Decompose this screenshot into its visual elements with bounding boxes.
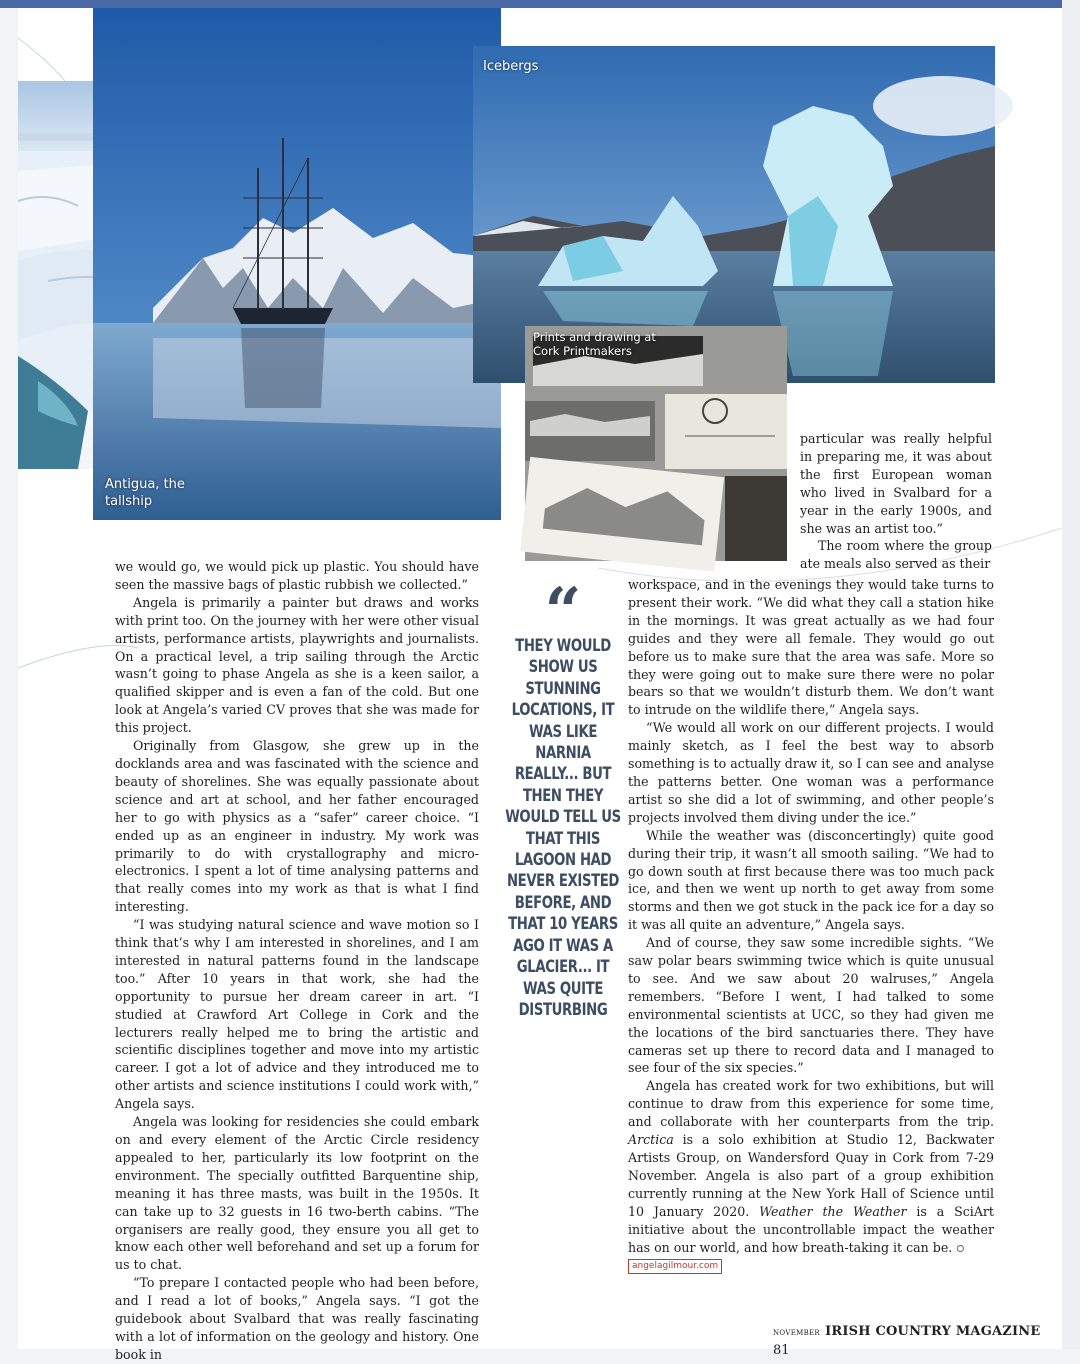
- pull-quote-text: THEY WOULD SHOW US STUNNING LOCATIONS, IT WAS LIKE NARNIA REALLY... BUT THEN THEY WOULD TELL US THAT THIS LAGOON HAD NEVER EXISTED BEFORE, AND THAT 10 YEARS AGO IT WAS A GLACIER... IT WAS QUITE DISTURBING: [505, 636, 621, 1020]
- paragraph: workspace, and in the evenings they would take turns to present their work. “We did what they call a station hike in the mornings. It was great actually as we had four guides and they were all female. They would go out before us to make sure that the area was safe. More so they were going out to make sure there were no polar bears so that we wouldn’t disturb them. We don’t want to intrude on the wildlife there,” Angela says.: [628, 577, 994, 718]
- right-column: [628, 576, 994, 1258]
- footer-month: NOVEMBER: [773, 1329, 820, 1337]
- paragraph: While the weather was (disconcertingly) quite good during their trip, it wasn’t all smooth sailing. “We had to go down south at first because there was too much pack ice, and then we went up north to get away from some storms and then we got stuck in the pack ice for a day so it was all quite an adventure,” Angela says.: [628, 827, 994, 933]
- tallship-photo: [93, 8, 501, 520]
- paragraph-final: [628, 1077, 994, 1258]
- page-footer: [773, 1320, 1062, 1358]
- website-link[interactable]: angelagilmour.com: [628, 1259, 722, 1274]
- quote-mark-icon: “: [544, 574, 582, 649]
- caption-antigua: Antigua, the tallship: [105, 477, 185, 509]
- paragraph: particular was really helpful in preparing me, it was about the first European woman who lived in Svalbard for a year in the early 1900s, and she was an artist too.”: [800, 431, 992, 536]
- paragraph: “We would all work on our different projects. I would mainly sketch, as I feel the best way to absorb something is to actually draw it, so I can see and analyse the patterns better. One woman was a performance artist so she did a lot of swimming, and other people’s projects involved them diving under the ice.”: [628, 720, 994, 825]
- magazine-page: [18, 8, 1062, 1362]
- end-mark-icon: ⭘: [956, 1243, 965, 1255]
- paragraph-end: is a SciArt initiative about the uncontrollable impact the weather has on our world, and how breath-taking it can be.: [628, 1203, 994, 1255]
- exhibition-title-arctica: Arctica: [628, 1132, 674, 1148]
- top-bar: [0, 0, 1080, 8]
- paragraph: Originally from Glasgow, she grew up in the docklands area and was fascinated with the science and beauty of shorelines. She was equally passionate about science and art at school, and her father encouraged her to go with physics as a “safer” career choice. “I ended up as an engineer in industry. My work was primarily to do with crystallography and micro-electronics. I spent a lot of time analysing patterns and that really comes into my work as that is what I find interesting.: [115, 738, 479, 915]
- pull-quote: [500, 574, 626, 1021]
- footer-magazine-name: IRISH COUNTRY MAGAZINE: [825, 1324, 1041, 1339]
- caption-prints: Prints and drawing at Cork Printmakers: [533, 330, 656, 358]
- paragraph-intro: Angela has created work for two exhibitions, but will continue to draw from this experience for some time, and collaborate with her counterparts from the trip.: [628, 1078, 994, 1130]
- right-edge-strip: [1062, 0, 1080, 1349]
- paragraph: we would go, we would pick up plastic. You should have seen the massive bags of plastic rubbish we collected.”: [115, 559, 479, 592]
- caption-icebergs: Icebergs: [483, 59, 539, 74]
- paragraph: And of course, they saw some incredible sights. “We saw polar bears swimming twice which is quite unusual to see. And we saw about 20 walruses,” Angela remembers. “Before I went, I had talked to some environmental scientists at UCC, so they had given me the locations of the bird sanctuaries there. They have cameras set up there to record data and I managed to see four of the six species.”: [628, 935, 994, 1076]
- paragraph: Angela was looking for residencies she could embark on and every element of the Arctic Circle residency appealed to her, particularly its low footprint on the environment. The specially outfitted Barquentine ship, meaning it has three masts, was built in the 1950s. It can take up to 32 guests in 16 two-berth cabins. “The organisers are really good, they ensure you all get to know each other well beforehand and set up a forum for us to chat.: [115, 1114, 479, 1273]
- paragraph: “To prepare I contacted people who had been before, and I read a lot of books,” Angela says. “I got the guidebook about Svalbard that was really fascinating with a lot of information on the geology and history. One book in: [115, 1275, 479, 1362]
- right-top-column: [800, 430, 992, 573]
- paragraph-mid: is a solo exhibition at Studio 12, Backwater Artists Group, on Wandersford Quay in Cork from 7-29 November. Angela is also part of a group exhibition currently running at the New York Hall of Science until 10 January 2020.: [628, 1132, 994, 1219]
- prints-photo: [525, 326, 787, 561]
- footer-page-number: 81: [773, 1343, 790, 1358]
- paragraph: “I was studying natural science and wave motion so I think that’s why I am interested in shorelines, and I am interested in natural patterns found in the landscape too.” After 10 years in that work, she had the opportunity to pursue her dream career in art. “I studied at Crawford Art College in Cork and the lecturers really helped me to bring the artistic and scientific disciplines together and move into my artistic career. I got a lot of advice and they introduced me to other artists and science institutions I could work with,” Angela says.: [115, 917, 479, 1112]
- exhibition-title-weather: Weather the Weather: [759, 1203, 907, 1219]
- left-column: [115, 558, 479, 1364]
- paragraph: Angela is primarily a painter but draws and works with print too. On the journey with her were other visual artists, performance artists, playwrights and journalists. On a practical level, a trip sailing through the Arctic wasn’t going to phase Angela as she is a keen sailor, a qualified skipper and is even a fan of the cold. But one look at Angela’s varied CV proves that she was made for this project.: [115, 594, 479, 736]
- paragraph: The room where the group ate meals also served as their: [800, 538, 992, 572]
